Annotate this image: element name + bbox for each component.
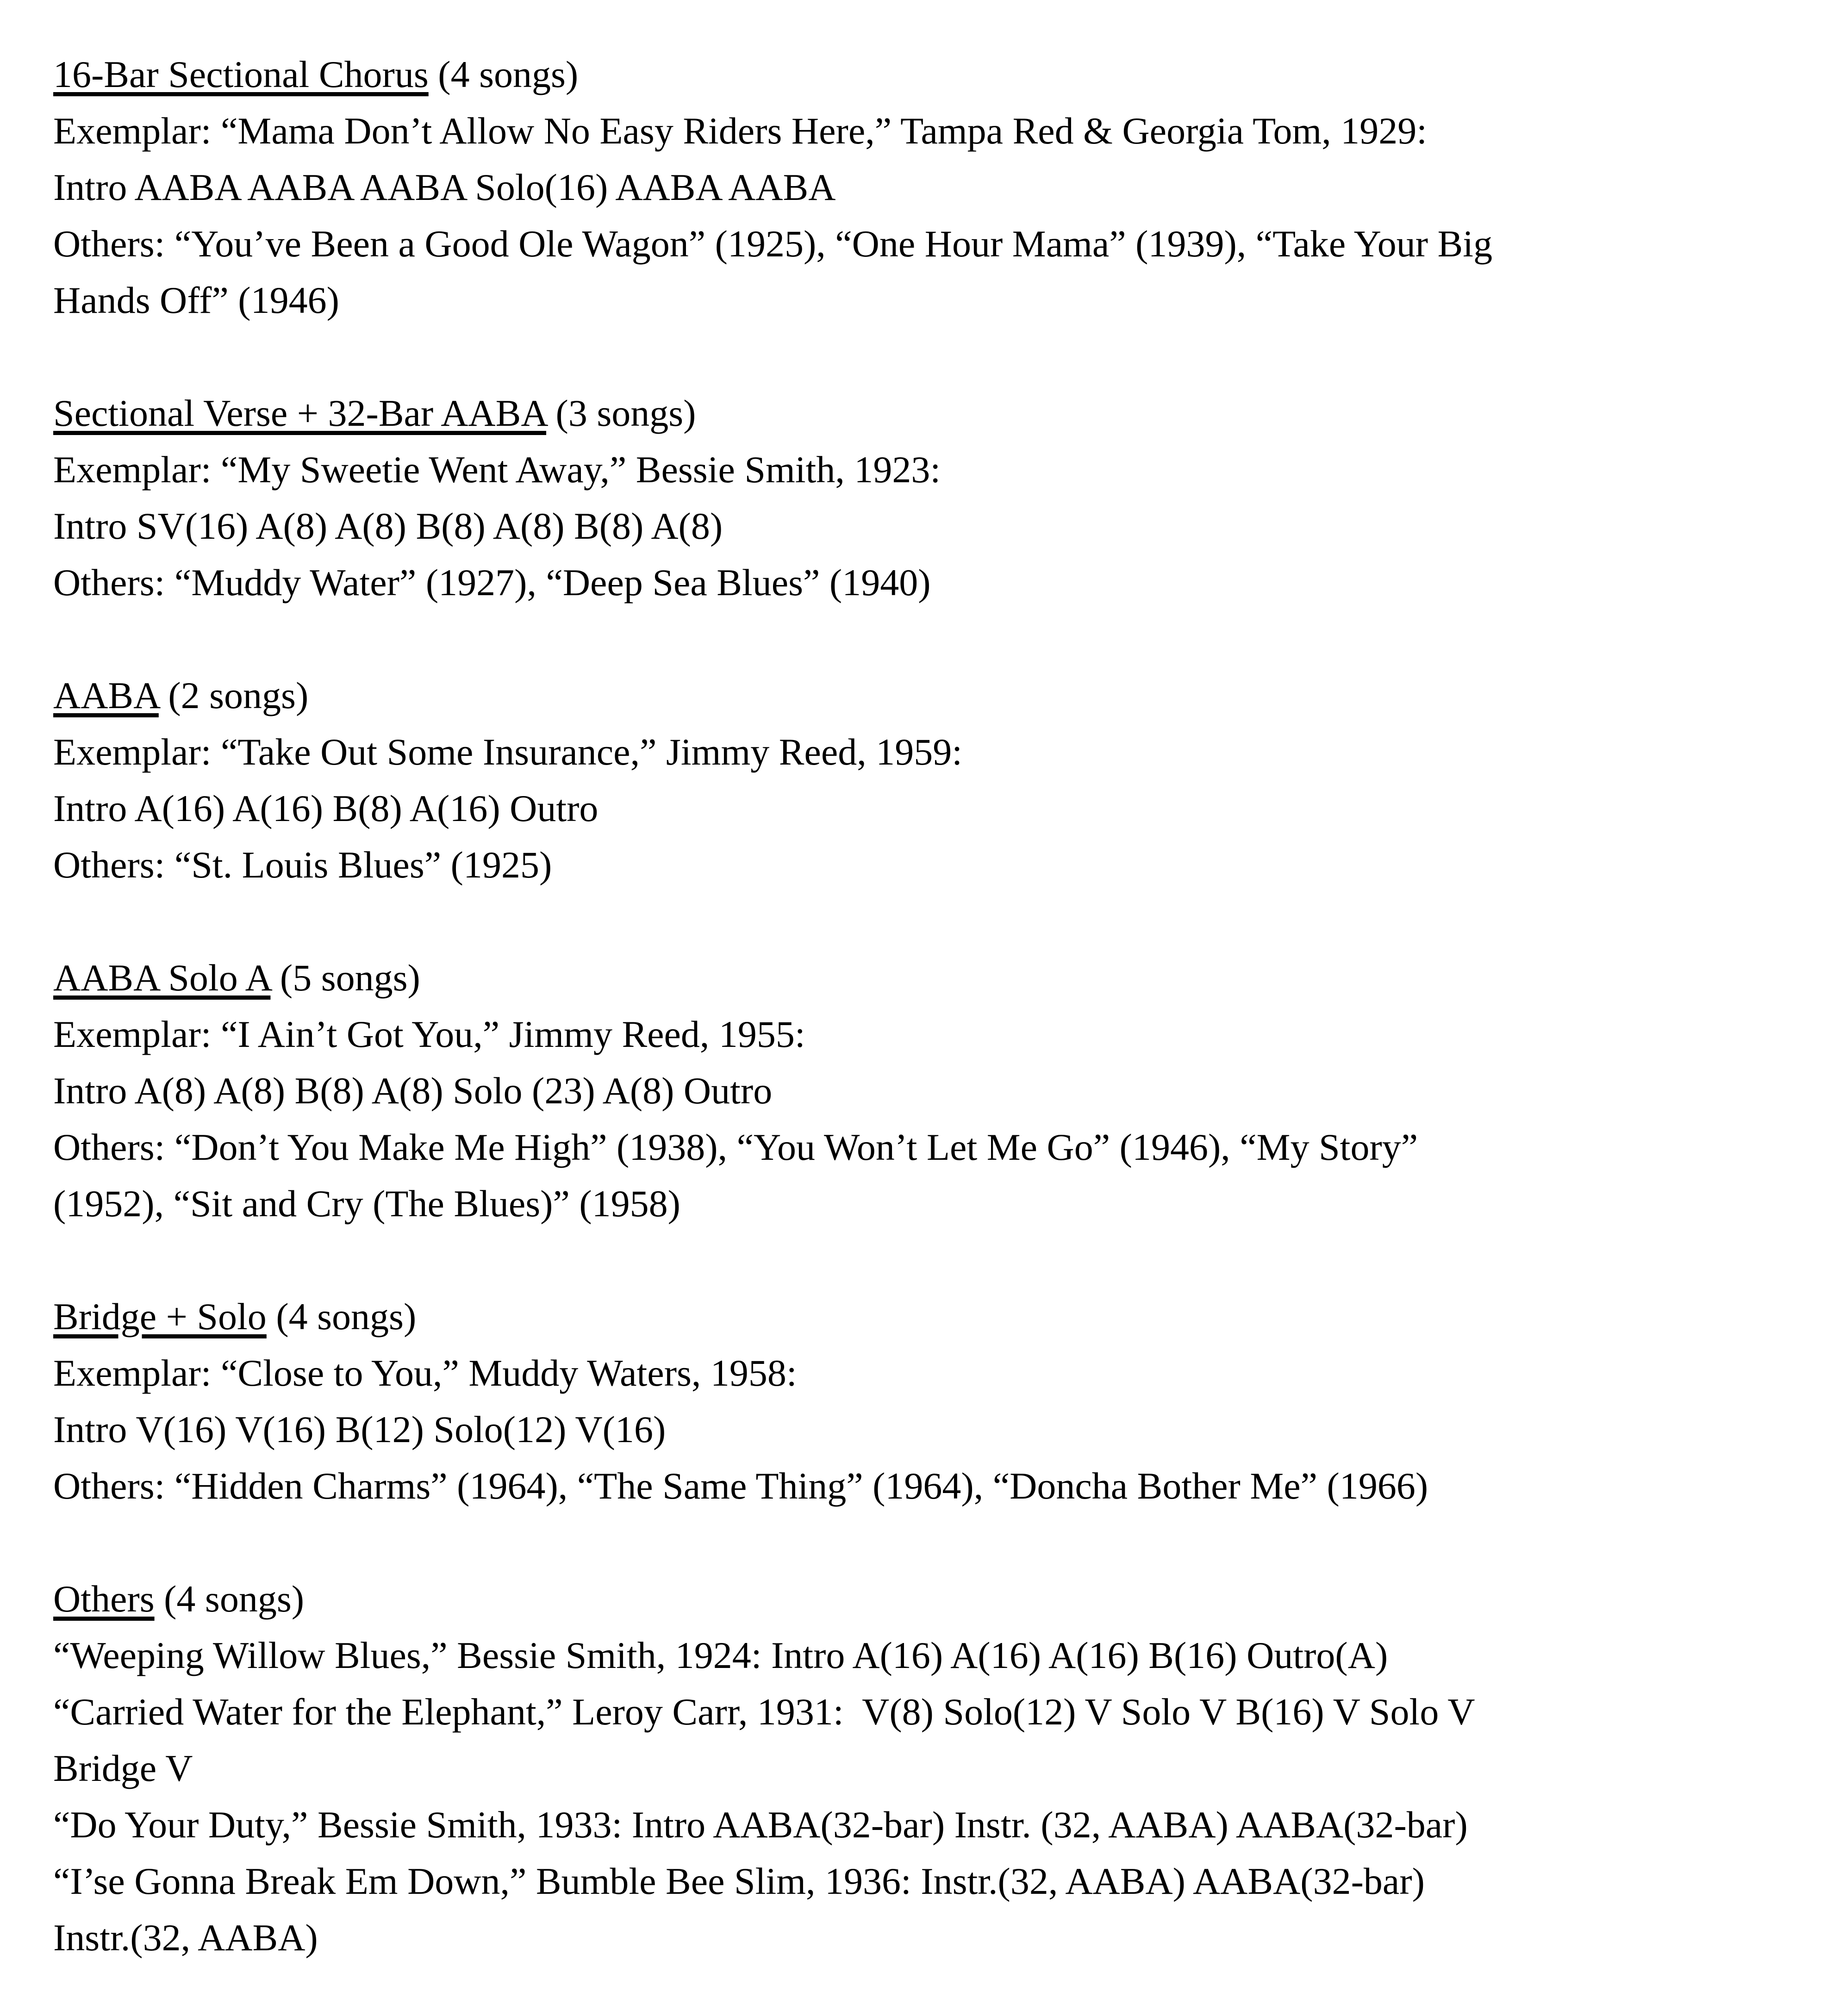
section-heading: Bridge + Solo: [53, 1295, 267, 1338]
section-sectional-verse-32-bar-aaba: [53, 385, 1796, 611]
document-line: Others: “Don’t You Make Me High” (1938), “You Won’t Let Me Go” (1946), “My Story”: [53, 1126, 1418, 1168]
section-16-bar-sectional-chorus: [53, 46, 1796, 329]
document-line: Exemplar: “My Sweetie Went Away,” Bessie Smith, 1923:: [53, 448, 941, 491]
section-aaba-solo-a: [53, 950, 1796, 1232]
document-line: Instr.(32, AABA): [53, 1916, 318, 1959]
document-line: (1952), “Sit and Cry (The Blues)” (1958): [53, 1182, 680, 1225]
document-line: Exemplar: “I Ain’t Got You,” Jimmy Reed, 1955:: [53, 1013, 805, 1055]
document-line: Intro SV(16) A(8) A(8) B(8) A(8) B(8) A(8): [53, 505, 723, 547]
section-heading: Others: [53, 1578, 155, 1620]
section-heading-line: [53, 1288, 1796, 1345]
section-heading-line: [53, 1571, 1796, 1627]
document-line: Intro A(8) A(8) B(8) A(8) Solo (23) A(8) Outro: [53, 1070, 773, 1112]
section-heading-line: [53, 385, 1796, 442]
document-line: “Do Your Duty,” Bessie Smith, 1933: Intro AABA(32-bar) Instr. (32, AABA) AABA(32-bar): [53, 1804, 1468, 1846]
section-heading-line: [53, 46, 1796, 103]
section-heading: AABA Solo A: [53, 957, 271, 999]
document-line: Bridge V: [53, 1747, 193, 1789]
section-song-count: (5 songs): [270, 957, 420, 999]
section-others: [53, 1571, 1796, 1966]
section-heading: 16-Bar Sectional Chorus: [53, 53, 429, 95]
document-line: Intro AABA AABA AABA Solo(16) AABA AABA: [53, 166, 836, 208]
document-line: Exemplar: “Take Out Some Insurance,” Jimmy Reed, 1959:: [53, 731, 962, 773]
section-heading: Sectional Verse + 32-Bar AABA: [53, 392, 547, 434]
document-line: “Carried Water for the Elephant,” Leroy Carr, 1931: V(8) Solo(12) V Solo V B(16) V Solo V: [53, 1691, 1475, 1733]
section-song-count: (3 songs): [546, 392, 696, 434]
document-line: “Weeping Willow Blues,” Bessie Smith, 1924: Intro A(16) A(16) A(16) B(16) Outro(A): [53, 1634, 1388, 1676]
document-line: Intro V(16) V(16) B(12) Solo(12) V(16): [53, 1408, 666, 1450]
section-heading-line: [53, 667, 1796, 724]
section-song-count: (2 songs): [158, 674, 309, 716]
document-line: “I’se Gonna Break Em Down,” Bumble Bee Slim, 1936: Instr.(32, AABA) AABA(32-bar): [53, 1860, 1425, 1902]
document-line: Others: “Muddy Water” (1927), “Deep Sea Blues” (1940): [53, 561, 931, 604]
document-line: Others: “St. Louis Blues” (1925): [53, 844, 552, 886]
section-bridge-solo: [53, 1288, 1796, 1514]
section-song-count: (4 songs): [266, 1295, 417, 1338]
document-line: Exemplar: “Mama Don’t Allow No Easy Riders Here,” Tampa Red & Georgia Tom, 1929:: [53, 110, 1428, 152]
section-heading-line: [53, 950, 1796, 1006]
document-line: Others: “You’ve Been a Good Ole Wagon” (1925), “One Hour Mama” (1939), “Take Your Big: [53, 223, 1493, 265]
document-line: Hands Off” (1946): [53, 279, 339, 321]
document-line: Exemplar: “Close to You,” Muddy Waters, 1958:: [53, 1352, 797, 1394]
document-line: Intro A(16) A(16) B(8) A(16) Outro: [53, 787, 599, 829]
section-song-count: (4 songs): [428, 53, 579, 95]
section-song-count: (4 songs): [154, 1578, 305, 1620]
section-aaba: [53, 667, 1796, 893]
section-heading: AABA: [53, 674, 159, 716]
document-line: Others: “Hidden Charms” (1964), “The Same Thing” (1964), “Doncha Bother Me” (1966): [53, 1465, 1428, 1507]
